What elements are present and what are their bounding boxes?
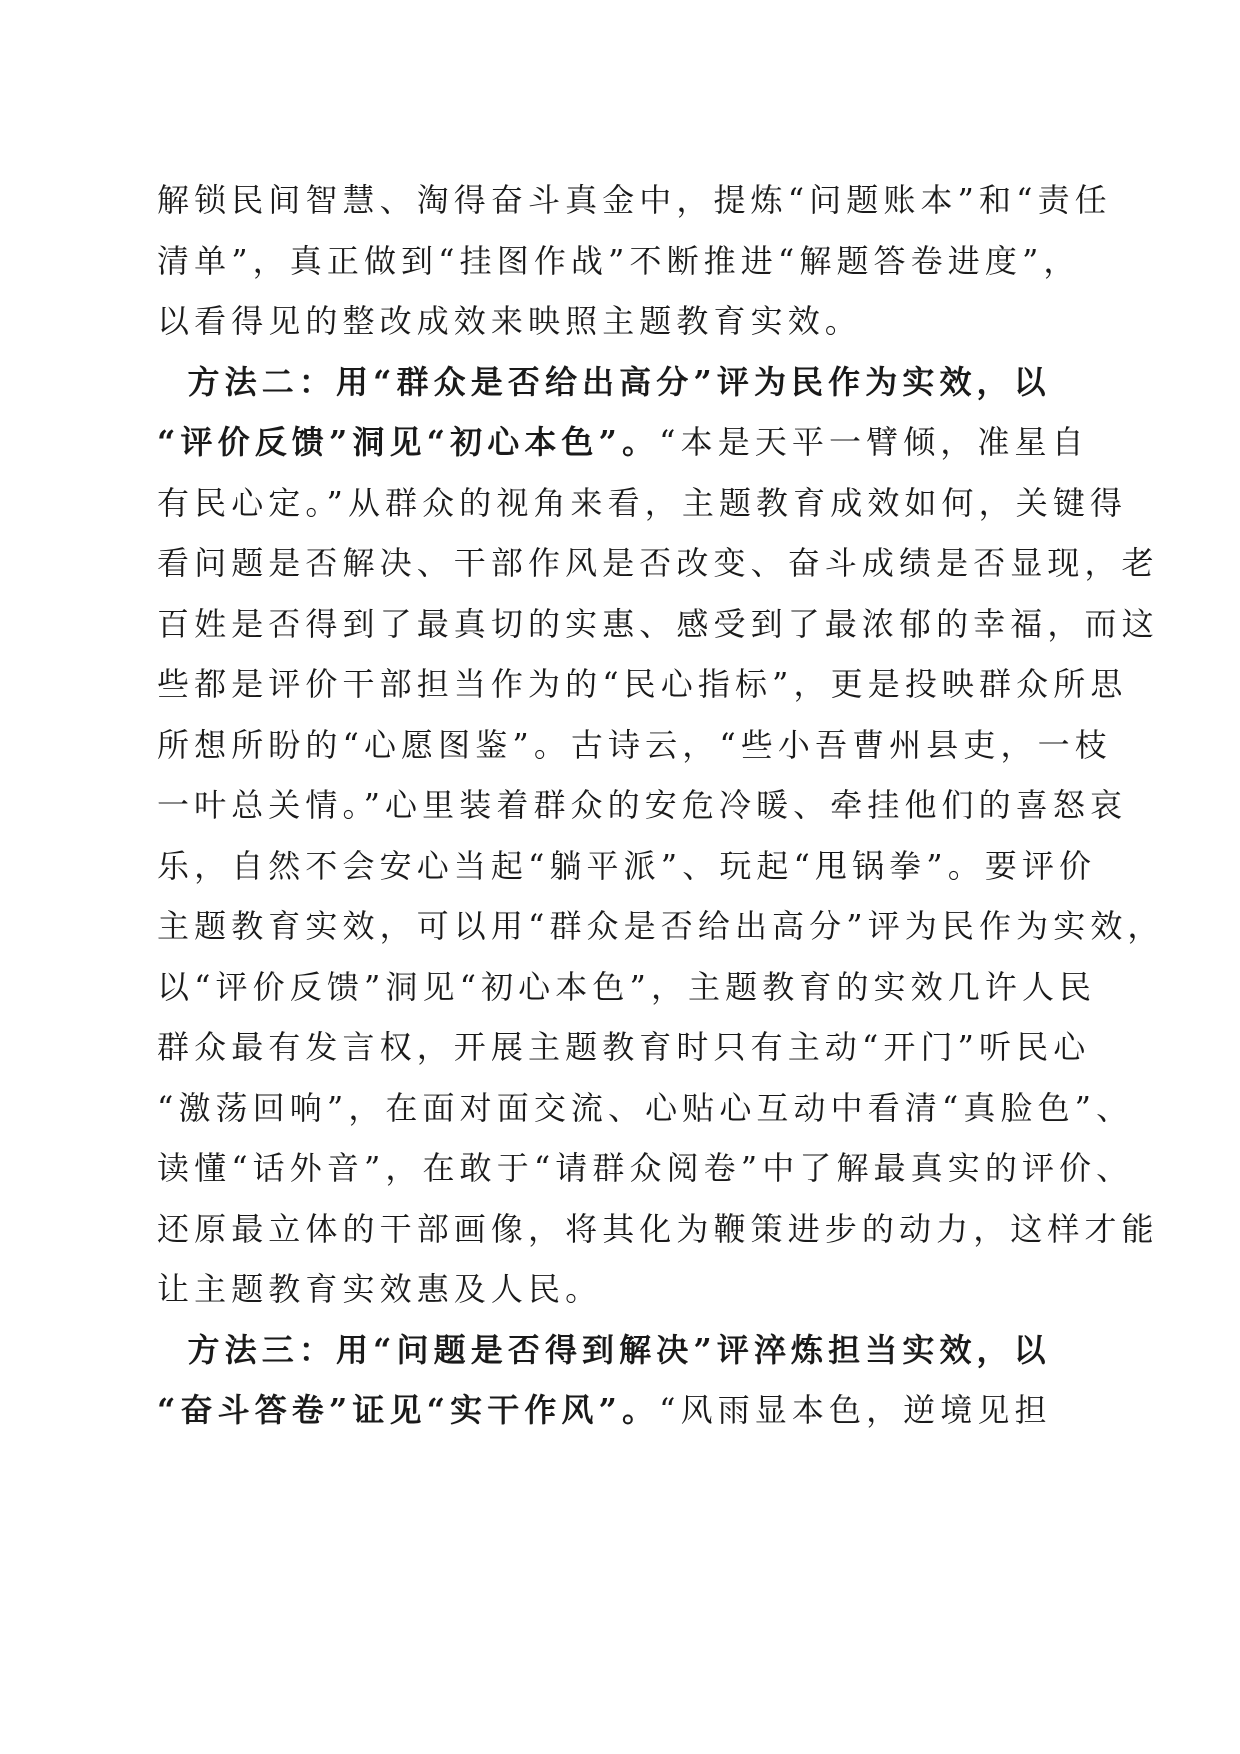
method-3-heading-line-1: 方法三：用“问题是否得到解决”评淬炼担当实效，以: [187, 1330, 1051, 1369]
paragraph-1: [157, 170, 1112, 352]
text-line: [157, 412, 1089, 473]
text-line: 以“评价反馈”洞见“初心本色”，主题教育的实效几许人民: [157, 967, 1097, 1006]
text-line: 让主题教育实效惠及人民。: [157, 1270, 603, 1308]
paragraph-method-2: [157, 352, 1165, 1320]
text-line: 一叶总关情。”心里装着群众的安危冷暖、牵挂他们的喜怒哀: [157, 786, 1128, 824]
method-2-heading-line-2: “评价反馈”洞见“初心本色”。: [157, 423, 660, 461]
text-line-fragment: “本是天平一臂倾，准星自: [659, 423, 1089, 461]
text-line: 看问题是否解决、干部作风是否改变、奋斗成绩是否显现，老: [157, 544, 1159, 582]
text-line: 有民心定。”从群众的视角来看，主题教育成效如何，关键得: [157, 483, 1128, 522]
method-2-heading-line-1: 方法二：用“群众是否给出高分”评为民作为实效，以: [187, 362, 1051, 401]
text-line: 还原最立体的干部画像，将其化为鞭策进步的动力，这样才能: [157, 1209, 1159, 1248]
text-line: 所想所盼的“心愿图鉴”。古诗云，“些小吾曹州县吏，一枝: [157, 725, 1112, 764]
text-line: 主题教育实效，可以用“群众是否给出高分”评为民作为实效，: [157, 907, 1165, 945]
paragraph-method-3: [157, 1320, 1083, 1441]
text-line: [157, 1380, 1083, 1441]
text-line: 百姓是否得到了最真切的实惠、感受到了最浓郁的幸福，而这: [157, 604, 1159, 643]
method-3-heading-line-2: “奋斗答卷”证见“实干作风”。: [157, 1391, 660, 1429]
text-line: 群众最有发言权，开展主题教育时只有主动“开门”听民心: [157, 1028, 1091, 1066]
text-line: 读懂“话外音”，在敢于“请群众阅卷”中了解最真实的评价、: [157, 1149, 1134, 1187]
text-line: 清单”，真正做到“挂图作战”不断推进“解题答卷进度”，: [157, 241, 1081, 280]
text-line: 解锁民间智慧、淘得奋斗真金中，提炼“问题账本”和“责任: [157, 181, 1112, 219]
text-line-fragment: “风雨显本色，逆境见担: [659, 1391, 1052, 1429]
document-page: [157, 170, 1165, 1441]
text-line: 乐，自然不会安心当起“躺平派”、玩起“甩锅拳”。要评价: [157, 846, 1097, 885]
text-line: 些都是评价干部担当作为的“民心指标”，更是投映群众所思: [157, 665, 1128, 703]
text-line: [157, 1320, 1083, 1381]
text-line: [157, 352, 1083, 413]
text-line: 以看得见的整改成效来映照主题教育实效。: [157, 302, 862, 340]
text-line: “激荡回响”，在面对面交流、心贴心互动中看清“真脸色”、: [157, 1088, 1134, 1127]
